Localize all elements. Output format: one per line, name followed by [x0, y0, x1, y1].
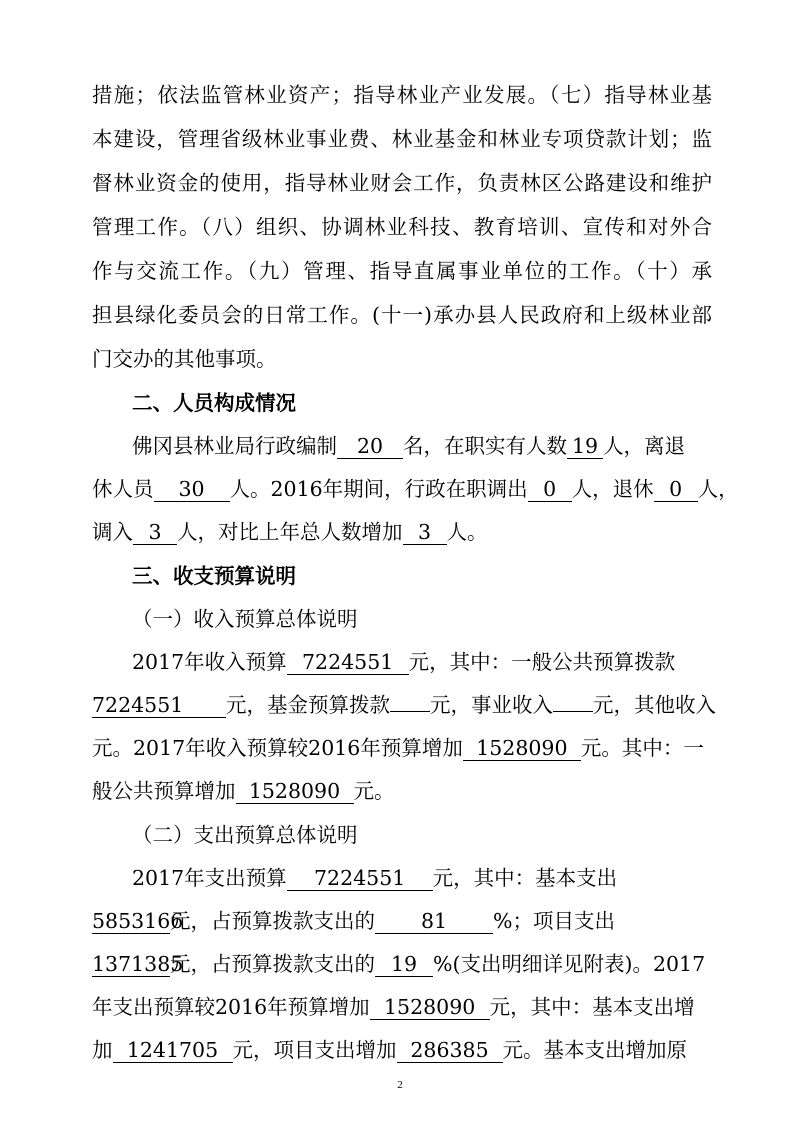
expenditure-text: 元，其中：基本支出 — [432, 866, 618, 890]
staff-text: 名，在职实有人数 — [403, 434, 567, 458]
filled-value: 3 — [133, 520, 177, 545]
subheading-expenditure: （二）支出预算总体说明 — [132, 823, 358, 847]
income-text: 元，基金预算拨款 — [226, 693, 390, 717]
income-text: 元。2017年收入预算较2016年预算增加 — [92, 736, 463, 760]
staff-text: 人， — [697, 477, 739, 501]
paragraph-line: 门交办的其他事项。 — [92, 347, 277, 371]
filled-value: 19 — [567, 434, 603, 459]
expenditure-text: 元，占预算拨款支出的 — [170, 909, 375, 933]
income-line-4 — [92, 776, 712, 806]
staff-line-2 — [92, 474, 739, 504]
expenditure-text: 加 — [92, 1038, 113, 1062]
paragraph-line: 措施；依法监管林业资产；指导林业产业发展。（七）指导林业基 — [92, 83, 712, 107]
filled-value: 5853166 — [92, 909, 184, 933]
subheading-income: （一）收入预算总体说明 — [132, 607, 358, 631]
filled-value: 1528090 — [370, 995, 490, 1020]
income-text: 元，其中：一般公共预算拨款 — [408, 650, 676, 674]
blank-value — [553, 711, 593, 712]
income-line-1 — [132, 647, 712, 677]
expenditure-text: 元。基本支出增加原 — [502, 1038, 687, 1062]
expenditure-text: 年支出预算较2016年预算增加 — [92, 995, 370, 1019]
filled-value: 30 — [154, 477, 230, 502]
staff-text: 人，退休 — [571, 477, 654, 501]
staff-text: 休人员 — [92, 477, 154, 501]
expenditure-line-1 — [132, 863, 712, 893]
section-heading-budget: 三、收支预算说明 — [132, 564, 296, 588]
income-line-2 — [92, 690, 716, 720]
paragraph-line: 管理工作。（八）组织、协调林业科技、教育培训、宣传和对外合 — [92, 215, 712, 239]
page-number: 2 — [397, 1079, 403, 1091]
filled-value: 3 — [403, 520, 447, 545]
blank-value — [390, 711, 430, 712]
filled-value: 19 — [375, 952, 433, 977]
expenditure-text: 元，占预算拨款支出的 — [170, 952, 375, 976]
income-text: 元。 — [353, 779, 395, 803]
filled-value: 7224551 — [287, 650, 409, 675]
filled-value: 286385 — [397, 1038, 503, 1063]
staff-text: 佛冈县林业局行政编制 — [132, 434, 337, 458]
staff-text: 人，对比上年总人数增加 — [177, 520, 403, 544]
filled-value: 0 — [528, 477, 572, 502]
staff-text: 调入 — [92, 520, 133, 544]
income-text: 元，其他收入 — [593, 693, 716, 717]
paragraph-line: 本建设，管理省级林业事业费、林业基金和林业专项贷款计划；监 — [92, 127, 712, 151]
filled-value: 1528090 — [463, 736, 581, 761]
filled-value: 1371385 — [92, 952, 184, 976]
staff-text: 人。2016年期间，行政在职调出 — [229, 477, 528, 501]
filled-value: 81 — [375, 909, 493, 934]
paragraph-line: 督林业资金的使用，指导林业财会工作，负责林区公路建设和维护 — [92, 171, 712, 195]
income-text: 般公共预算增加 — [92, 779, 236, 803]
expenditure-text: %(支出明细详见附表)。2017 — [433, 952, 706, 976]
section-heading-staff: 二、人员构成情况 — [132, 391, 296, 415]
income-line-3 — [92, 733, 712, 763]
staff-text: 人，离退 — [603, 434, 685, 458]
paragraph-line: 担县绿化委员会的日常工作。(十一)承办县人民政府和上级林业部 — [92, 303, 712, 327]
expenditure-line-5 — [92, 1035, 712, 1065]
staff-text: 人。 — [446, 520, 488, 544]
filled-value: 0 — [654, 477, 698, 502]
expenditure-text: 2017年支出预算 — [132, 866, 287, 890]
filled-value: 1528090 — [236, 779, 354, 804]
paragraph-line: 作与交流工作。（九）管理、指导直属事业单位的工作。（十）承 — [92, 259, 712, 283]
filled-value: 7224551 — [287, 866, 433, 891]
expenditure-text: 元，项目支出增加 — [232, 1038, 397, 1062]
income-text: 元，事业收入 — [430, 693, 553, 717]
filled-value: 7224551 — [92, 693, 226, 718]
expenditure-line-2 — [92, 906, 712, 936]
expenditure-line-4 — [92, 992, 712, 1022]
income-text: 元。其中：一 — [580, 736, 704, 760]
expenditure-text: %；项目支出 — [493, 909, 615, 933]
expenditure-text: 元，其中：基本支出增 — [489, 995, 695, 1019]
staff-line-1 — [132, 431, 712, 461]
expenditure-line-3 — [92, 949, 712, 979]
staff-line-3 — [92, 517, 712, 547]
filled-value: 1241705 — [113, 1038, 233, 1063]
filled-value: 20 — [337, 434, 403, 459]
income-text: 2017年收入预算 — [132, 650, 287, 674]
